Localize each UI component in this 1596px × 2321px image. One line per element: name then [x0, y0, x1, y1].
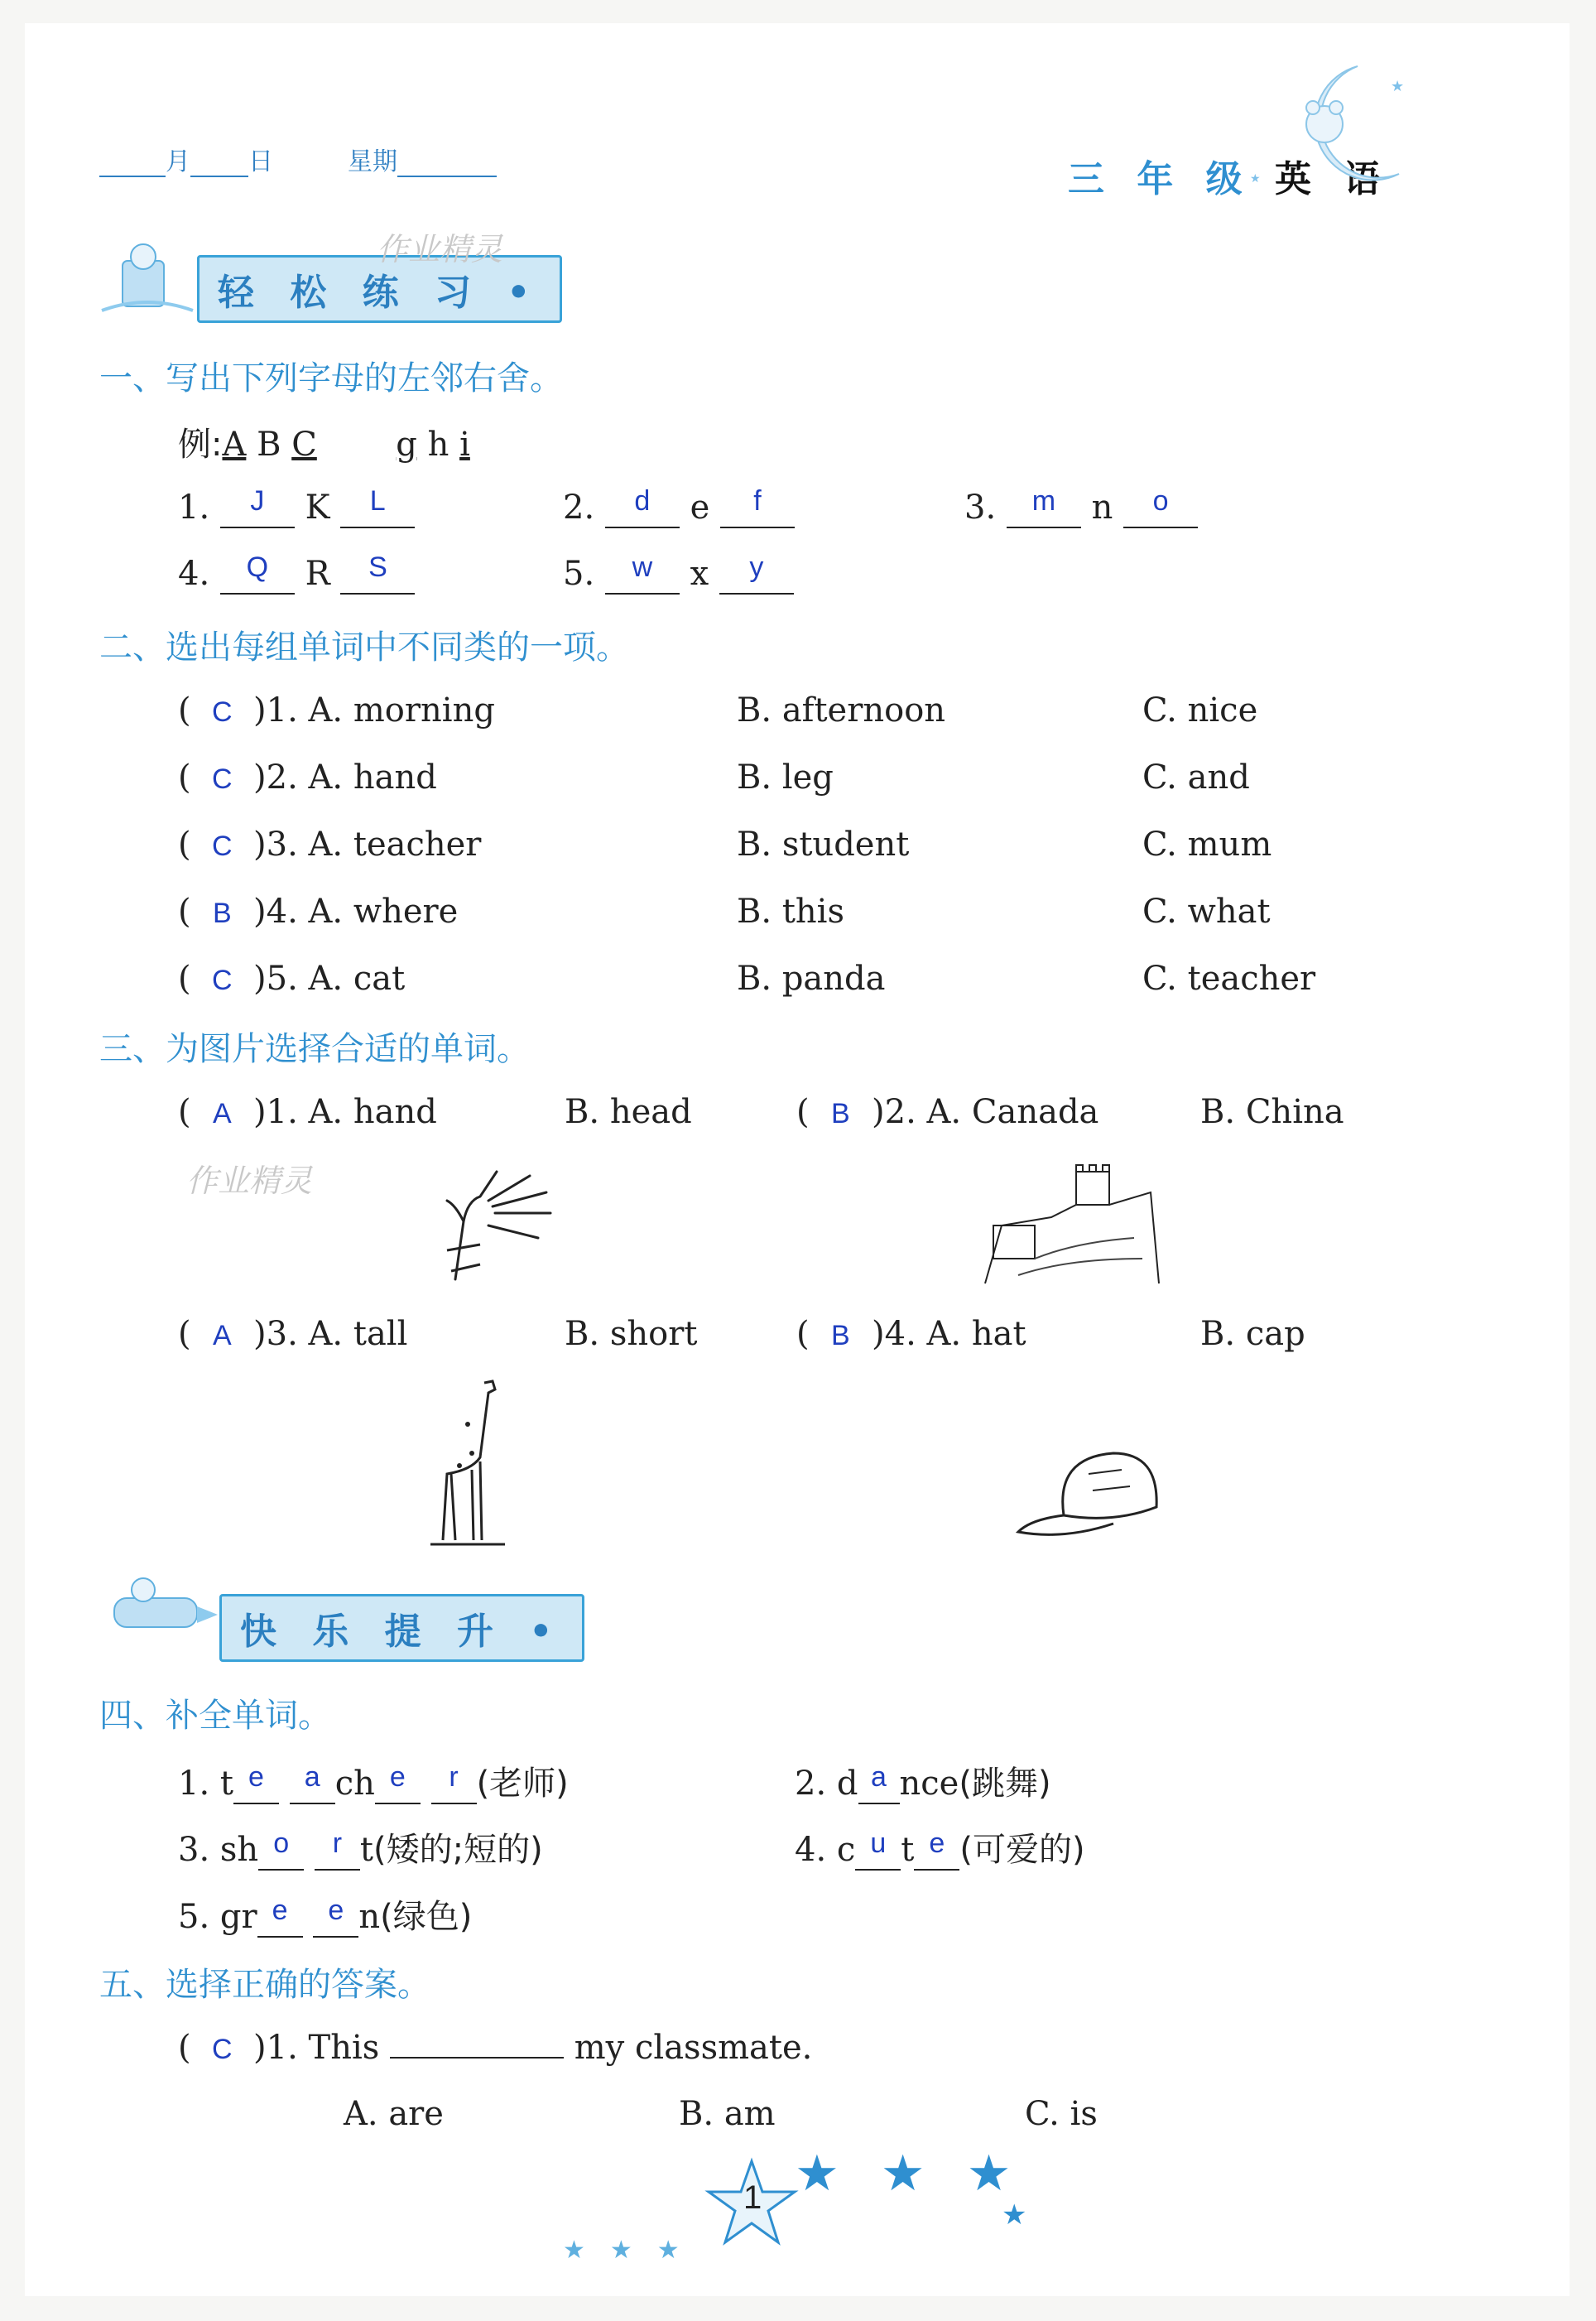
page-number: 1	[743, 2179, 762, 2216]
complete-word-2: 2. d $^a$ nce(跳舞)	[795, 1761, 1051, 1803]
picture-item-4-b: B. cap	[1200, 1315, 1305, 1353]
picture-item-3: ( A )3. A. tall	[178, 1315, 408, 1353]
section-3-title: 三、为图片选择合适的单词。	[99, 1030, 530, 1068]
odd-one-out-row-1-c: C. nice	[1142, 691, 1258, 730]
example-row: 例:A B C g h i	[178, 426, 470, 464]
picture-item-3-b: B. short	[565, 1315, 698, 1353]
complete-word-1: 1. t $^e$ $^a$ ch $^e$ $^r$ (老师)	[178, 1761, 569, 1803]
choice-question-1: ( C )1. This my classmate.	[178, 2029, 813, 2067]
odd-one-out-row-4: ( B )4. A. where	[178, 893, 459, 931]
picture-item-2: ( B )2. A. Canada	[796, 1093, 1099, 1131]
letter-item-4: 4. $^Q$ R $^S$	[178, 555, 415, 595]
letter-item-1: 1. $^J$ K $^L$	[178, 489, 415, 528]
great-wall-picture-icon	[969, 1159, 1167, 1292]
odd-one-out-row-2: ( C )2. A. hand	[178, 758, 437, 797]
kid-reading-decoration-icon	[98, 236, 197, 319]
kids-on-rocket-decoration-icon	[98, 1569, 222, 1644]
odd-one-out-row-5-c: C. teacher	[1142, 960, 1316, 998]
watermark: 作业精灵	[377, 231, 503, 267]
picture-item-2-b: B. China	[1200, 1093, 1344, 1131]
letter-item-2: 2. $^d$ e $^f$	[563, 489, 795, 528]
choice-option-c: C. is	[1025, 2095, 1098, 2133]
decorative-stars-trail: ★★★	[563, 2236, 704, 2265]
letter-item-3: 3. $^m$ n $^o$	[964, 489, 1198, 528]
odd-one-out-row-2-c: C. and	[1142, 758, 1250, 797]
odd-one-out-row-5-b: B. panda	[737, 960, 886, 998]
odd-one-out-row-3-c: C. mum	[1142, 826, 1272, 864]
section-2-title: 二、选出每组单词中不同类的一项。	[99, 628, 629, 667]
odd-one-out-row-1: ( C )1. A. morning	[178, 691, 495, 730]
choice-option-b: B. am	[679, 2095, 776, 2133]
choice-option-a: A. are	[344, 2095, 444, 2133]
odd-one-out-row-3: ( C )3. A. teacher	[178, 826, 482, 864]
cap-picture-icon	[1014, 1441, 1163, 1548]
complete-word-5: 5. gr $^e$ $^e$ n(绿色)	[178, 1895, 473, 1936]
section-4-title: 四、补全单词。	[99, 1697, 331, 1735]
complete-word-3: 3. sh $^o$ $^r$ t(矮的;短的)	[178, 1827, 543, 1869]
complete-word-4: 4. c $^u$ t $^e$ (可爱的)	[795, 1827, 1085, 1869]
moon-bear-decoration-icon	[1233, 58, 1424, 190]
picture-item-1-b: B. head	[565, 1093, 692, 1131]
section-5-title: 五、选择正确的答案。	[99, 1966, 430, 2004]
svg-text:★: ★	[1250, 172, 1261, 185]
odd-one-out-row-3-b: B. student	[737, 826, 910, 864]
giraffe-picture-icon	[422, 1375, 513, 1553]
picture-item-1: ( A )1. A. hand	[178, 1093, 437, 1131]
section-banner-easy-practice: 轻 松 练 习 •	[197, 255, 562, 323]
picture-item-4: ( B )4. A. hat	[796, 1315, 1026, 1353]
hand-picture-icon	[430, 1155, 571, 1288]
odd-one-out-row-4-c: C. what	[1142, 893, 1271, 931]
decorative-stars-small: ★	[1002, 2198, 1027, 2232]
odd-one-out-row-1-b: B. afternoon	[737, 691, 946, 730]
letter-item-5: 5. $^w$ x $^y$	[563, 555, 794, 595]
date-line: 月 日 星期	[99, 141, 497, 177]
section-1-title: 一、写出下列字母的左邻右舍。	[99, 359, 563, 397]
odd-one-out-row-2-b: B. leg	[737, 758, 834, 797]
watermark: 作业精灵	[186, 1163, 313, 1199]
section-banner-happy-improve: 快 乐 提 升 •	[219, 1594, 584, 1662]
decorative-stars: ★★★	[795, 2145, 1053, 2203]
svg-text:★: ★	[1391, 78, 1405, 95]
odd-one-out-row-4-b: B. this	[737, 893, 844, 931]
grade-subject-title: 三 年 级 英 语	[1068, 158, 1391, 200]
odd-one-out-row-5: ( C )5. A. cat	[178, 960, 406, 998]
